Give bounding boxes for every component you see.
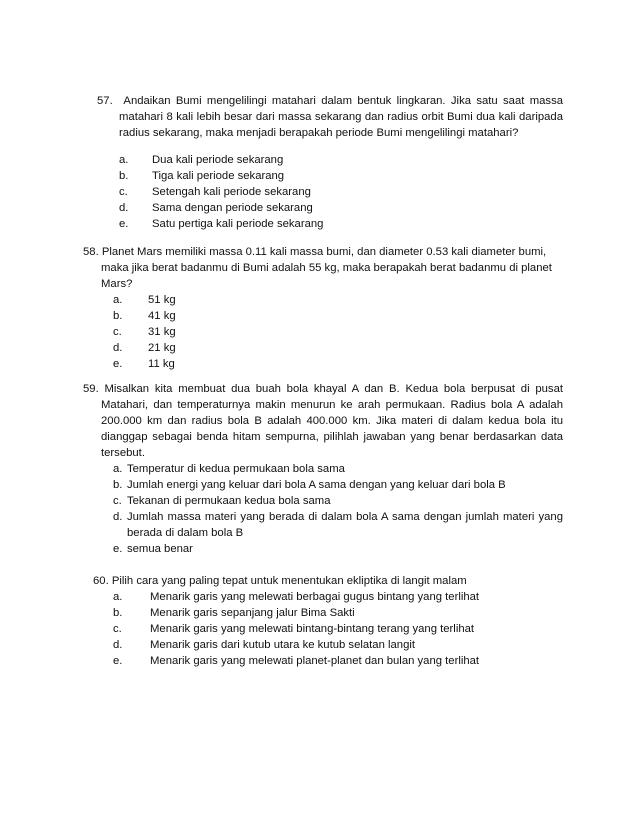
option-b[interactable]: b. Menarik garis sepanjang jalur Bima Sakti	[113, 607, 355, 619]
question-text: 60. Pilih cara yang paling tepat untuk menentukan ekliptika di langit malam	[93, 575, 467, 587]
question-60	[93, 573, 563, 669]
question-58	[83, 244, 563, 372]
option-c[interactable]: c. Setengah kali periode sekarang	[119, 186, 311, 198]
options-list	[97, 152, 563, 232]
question-text: 57. Andaikan Bumi mengelilingi matahari dalam bentuk lingkaran. Jika satu saat massa matahari 8 kali lebih besar dari massa sekarang dan radius orbit Bumi dua kali daripada radius sekarang, maka menjadi berapakah periode Bumi mengelilingi matahari?	[97, 95, 564, 139]
option-c[interactable]: c. 31 kg	[113, 326, 176, 338]
question-57	[97, 93, 563, 232]
option-d[interactable]: d. 21 kg	[113, 342, 176, 354]
option-d[interactable]: d. Menarik garis dari kutub utara ke kutub selatan langit	[113, 639, 415, 651]
options-list	[97, 292, 563, 372]
option-a[interactable]: a. 51 kg	[113, 294, 176, 306]
question-text: 58. Planet Mars memiliki massa 0.11 kali massa bumi, dan diameter 0.53 kali diameter bumi, maka jika berat badanmu di Bumi adalah 55 kg, maka berapakah berat badanmu di planet Mars?	[83, 246, 552, 290]
question-59	[83, 381, 564, 557]
question-number: 58.	[83, 246, 99, 258]
option-d[interactable]: d. Jumlah massa materi yang berada di dalam bola A sama dengan jumlah materi yang berada di dalam bola B	[113, 511, 563, 539]
option-a[interactable]: a. Dua kali periode sekarang	[119, 154, 284, 166]
option-a[interactable]: a. Menarik garis yang melewati berbagai gugus bintang yang terlihat	[113, 591, 480, 603]
option-e[interactable]: e. 11 kg	[113, 358, 175, 370]
option-b[interactable]: b. 41 kg	[113, 310, 176, 322]
option-c[interactable]: c. Menarik garis yang melewati bintang-bintang terang yang terlihat	[113, 623, 475, 635]
option-e[interactable]: e. Satu pertiga kali periode sekarang	[119, 218, 324, 230]
question-number: 60.	[93, 575, 109, 587]
option-b[interactable]: b. Jumlah energi yang keluar dari bola A sama dengan yang keluar dari bola B	[113, 479, 506, 491]
option-e[interactable]: e. semua benar	[113, 543, 193, 555]
option-e[interactable]: e. Menarik garis yang melewati planet-planet dan bulan yang terlihat	[113, 655, 480, 667]
question-text: 59. Misalkan kita membuat dua buah bola khayal A dan B. Kedua bola berpusat di pusat Matahari, dan temperaturnya makin menurun ke arah permukaan. Radius bola A adalah 200.000 km dan radius bola B adalah 400.000 km. Jika materi di dalam kedua bola itu dianggap sebagai benda hitam sempurna, pilihlah jawaban yang benar berdasarkan data tersebut.	[83, 383, 564, 459]
option-a[interactable]: a. Temperatur di kedua permukaan bola sama	[113, 463, 345, 475]
question-number: 57.	[97, 95, 113, 107]
option-c[interactable]: c. Tekanan di permukaan kedua bola sama	[113, 495, 331, 507]
option-b[interactable]: b. Tiga kali periode sekarang	[119, 170, 285, 182]
options-list	[97, 461, 563, 557]
question-number: 59.	[83, 383, 99, 395]
option-d[interactable]: d. Sama dengan periode sekarang	[119, 202, 313, 214]
options-list	[97, 589, 563, 669]
